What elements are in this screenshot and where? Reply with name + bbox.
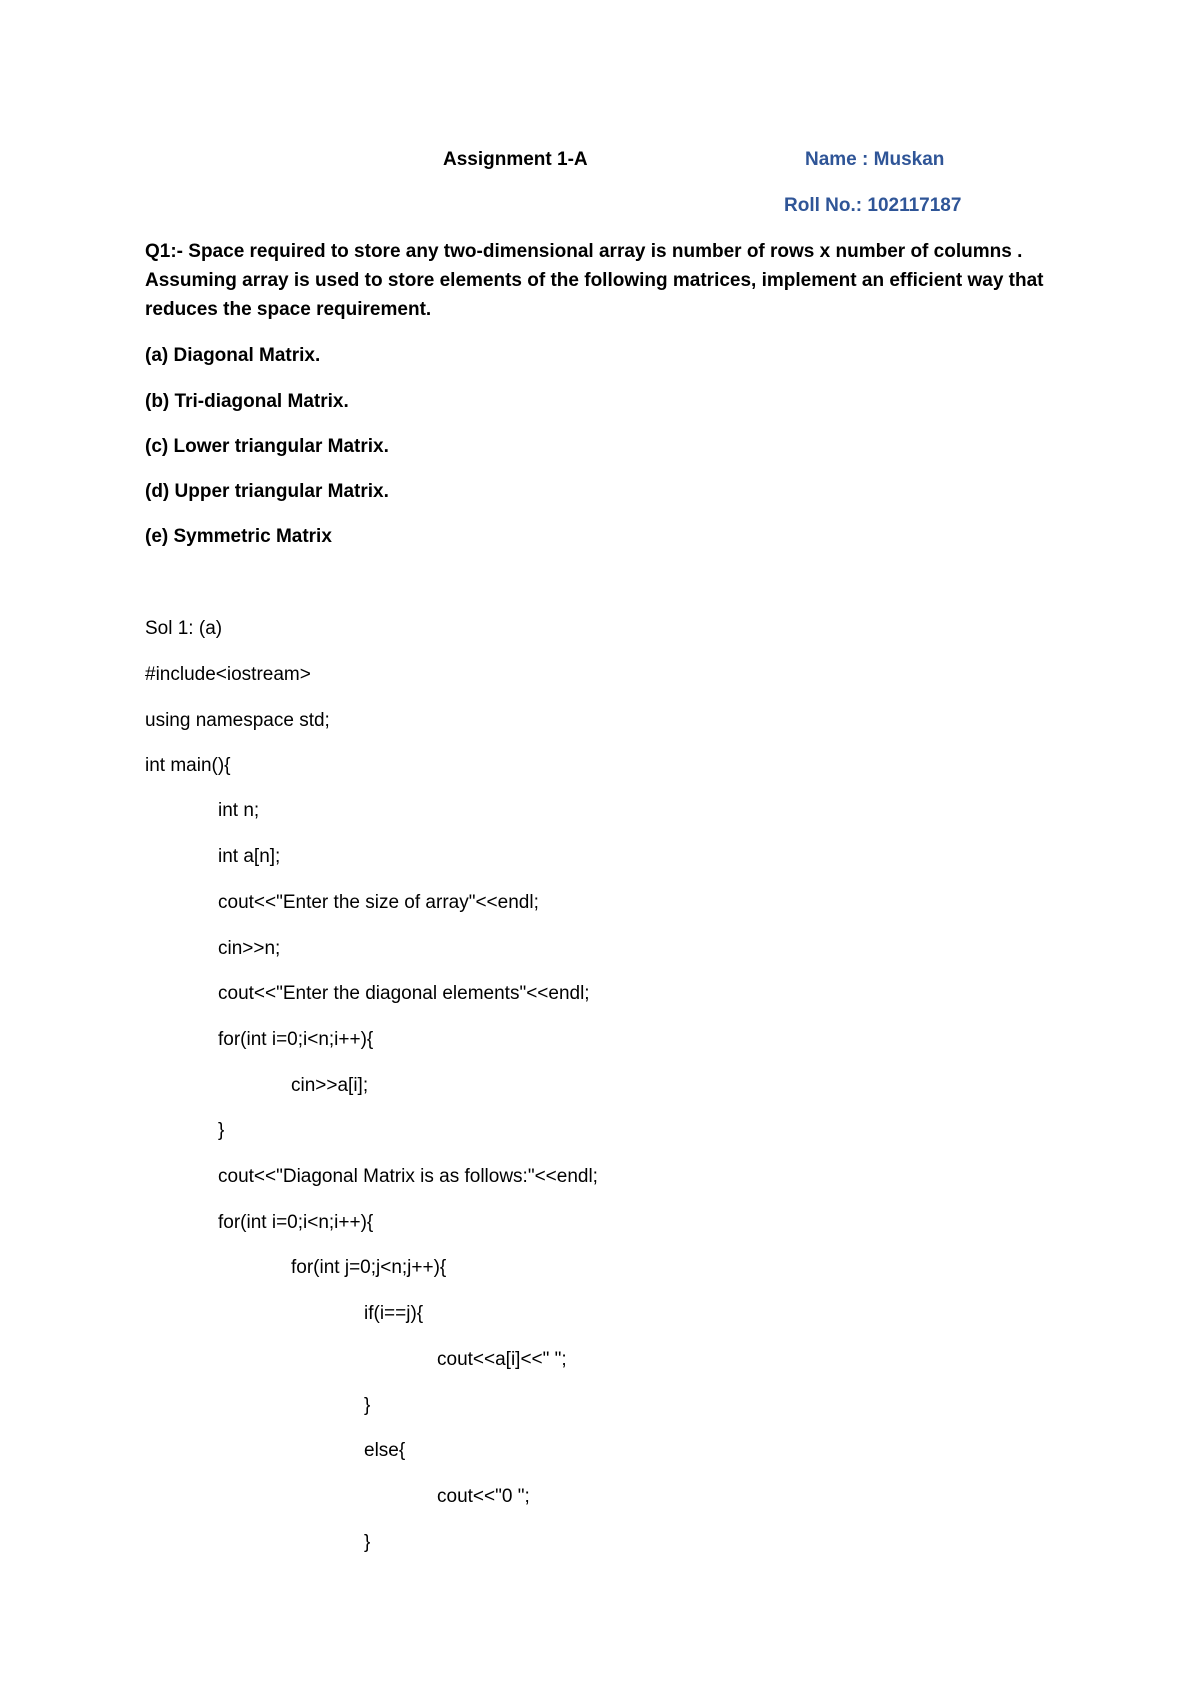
code-line: int a[n]; — [218, 846, 281, 867]
assignment-title: Assignment 1-A — [443, 149, 588, 170]
solution-heading: Sol 1: (a) — [145, 618, 223, 639]
code-line: #include<iostream> — [145, 664, 311, 685]
code-line: } — [364, 1395, 371, 1416]
code-line: cout<<"Diagonal Matrix is as follows:"<<endl; — [218, 1166, 598, 1187]
code-line: cin>>a[i]; — [291, 1075, 369, 1096]
code-line: cout<<"Enter the diagonal elements"<<endl; — [218, 983, 590, 1004]
code-line: int n; — [218, 800, 260, 821]
code-line: for(int j=0;j<n;j++){ — [291, 1257, 447, 1278]
code-line: } — [364, 1532, 371, 1553]
code-line: int main(){ — [145, 755, 231, 776]
option-d: (d) Upper triangular Matrix. — [145, 481, 389, 502]
code-line: cout<<"0 "; — [437, 1486, 530, 1507]
question-text: Q1:- Space required to store any two-dimensional array is number of rows x number of columns . Assuming array is used to store elements of the following matrices, implement an efficient way that reduces the space requirement. — [145, 241, 1044, 320]
code-line: if(i==j){ — [364, 1303, 424, 1324]
option-e: (e) Symmetric Matrix — [145, 526, 332, 547]
code-line: for(int i=0;i<n;i++){ — [218, 1212, 374, 1233]
code-line: cout<<a[i]<<" "; — [437, 1349, 567, 1370]
option-a: (a) Diagonal Matrix. — [145, 345, 321, 366]
option-b: (b) Tri-diagonal Matrix. — [145, 391, 349, 412]
code-line: for(int i=0;i<n;i++){ — [218, 1029, 374, 1050]
code-line: using namespace std; — [145, 710, 330, 731]
code-line: else{ — [364, 1440, 406, 1461]
code-line: } — [218, 1120, 225, 1141]
code-line: cin>>n; — [218, 938, 281, 959]
roll-number: Roll No.: 102117187 — [784, 195, 962, 216]
student-name: Name : Muskan — [805, 149, 945, 170]
option-c: (c) Lower triangular Matrix. — [145, 436, 389, 457]
code-line: cout<<"Enter the size of array"<<endl; — [218, 892, 539, 913]
